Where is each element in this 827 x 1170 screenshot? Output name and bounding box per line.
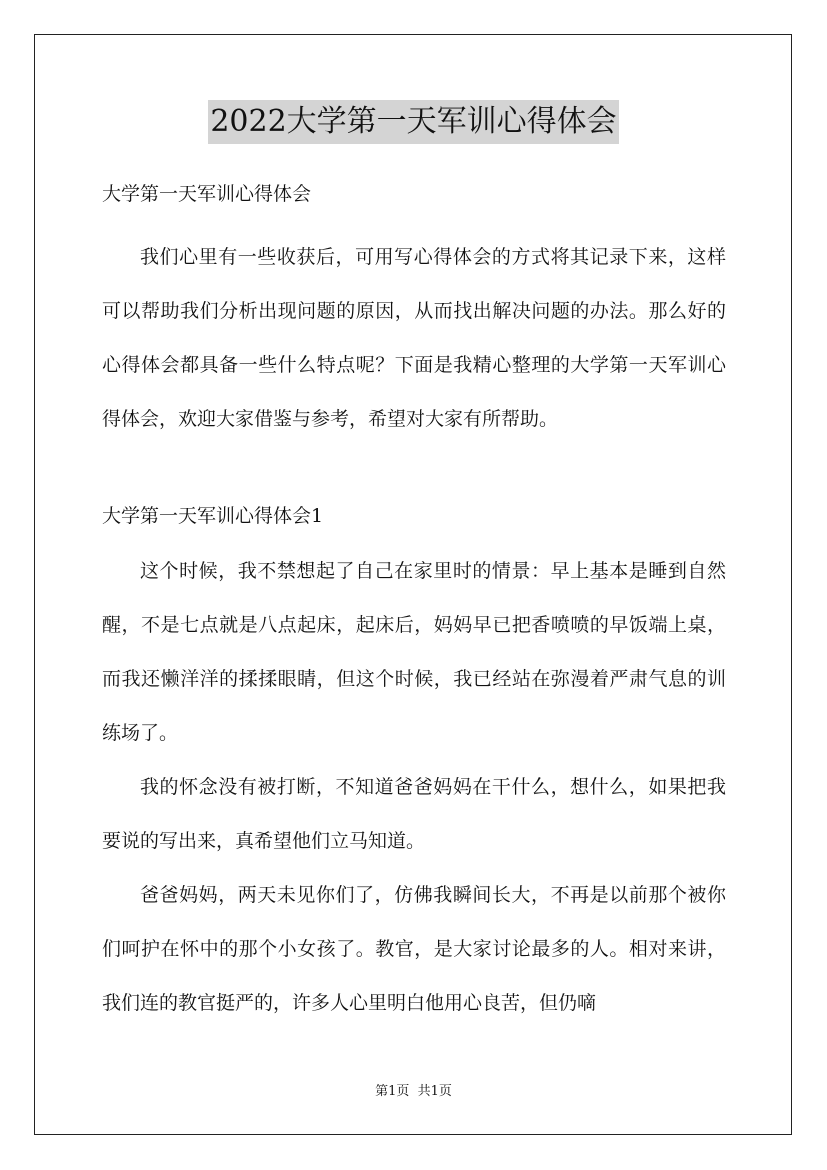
body-paragraph: 爸爸妈妈，两天未见你们了，仿佛我瞬间长大，不再是以前那个被你们呵护在怀中的那个小女孩了。教官，是大家讨论最多的人。相对来讲，我们连的教官挺严的，许多人心里明白他用心良苦，但仍嘀 — [102, 884, 726, 1014]
section-subheading: 大学第一天军训心得体会1 — [102, 505, 324, 527]
page-footer: 第1页 共1页 — [375, 1084, 452, 1099]
body-paragraph: 我的怀念没有被打断，不知道爸爸妈妈在干什么，想什么，如果把我要说的写出来，真希望他们立马知道。 — [102, 776, 726, 852]
document-title: 2022大学第一天军训心得体会 — [208, 100, 618, 144]
intro-paragraph: 我们心里有一些收获后，可用写心得体会的方式将其记录下来，这样可以帮助我们分析出现问题的原因，从而找出解决问题的办法。那么好的心得体会都具备一些什么特点呢？下面是我精心整理的大学第一天军训心得体会，欢迎大家借鉴与参考，希望对大家有所帮助。 — [102, 246, 726, 430]
document-body — [102, 172, 726, 1030]
title-area — [0, 100, 827, 144]
body-paragraph: 这个时候，我不禁想起了自己在家里时的情景：早上基本是睡到自然醒，不是七点就是八点起床，起床后，妈妈早已把香喷喷的早饭端上桌，而我还懒洋洋的揉揉眼睛，但这个时候，我已经站在弥漫着严肃气息的训练场了。 — [102, 560, 726, 744]
intro-subheading: 大学第一天军训心得体会 — [102, 183, 312, 205]
